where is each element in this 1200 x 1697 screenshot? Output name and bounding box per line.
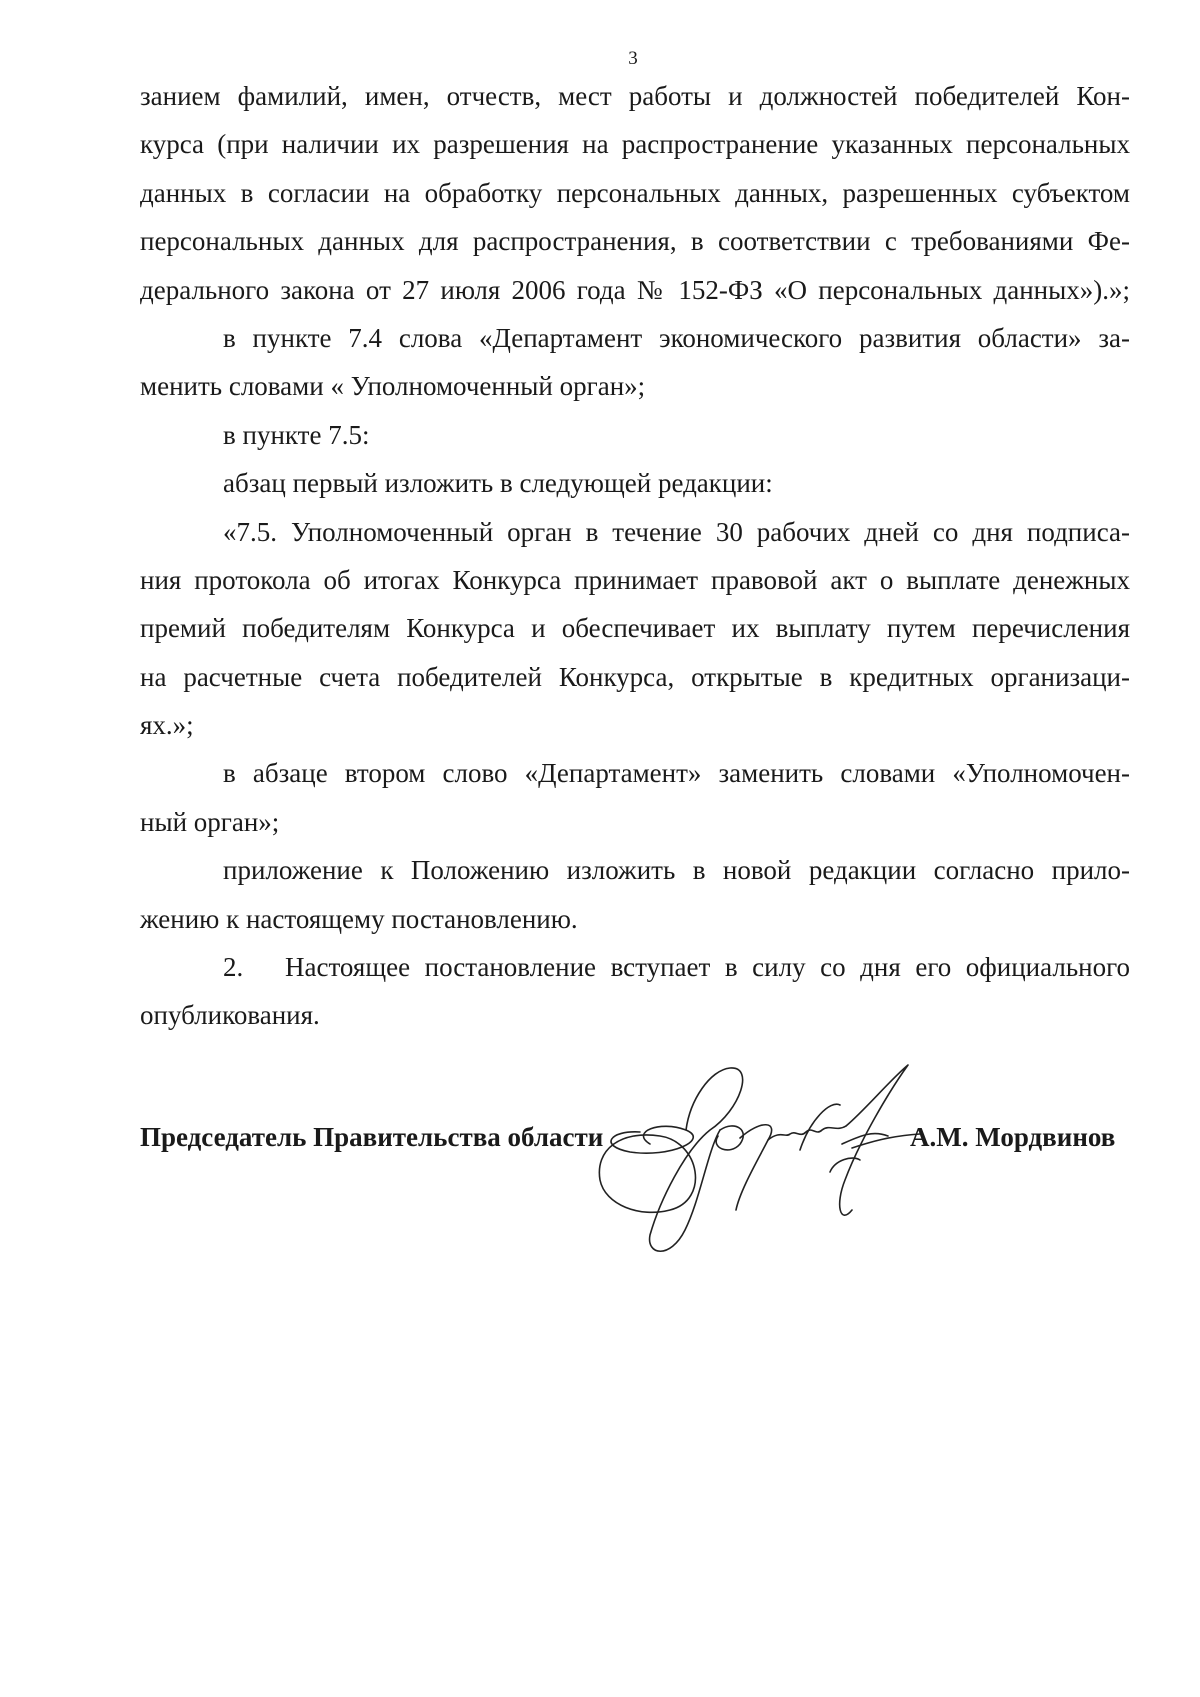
signature-block <box>140 1122 1130 1162</box>
page-number: 3 <box>628 48 638 69</box>
text-line: абзац первый изложить в следующей редакции: <box>223 468 773 499</box>
text-line: в пункте 7.5: <box>223 419 370 450</box>
text-line: на расчетные счета победителей Конкурса, открытые в кредитных организаци- <box>140 661 1130 692</box>
text-line: ях.»; <box>140 710 194 741</box>
numbered-item-2 <box>140 943 1130 991</box>
text-line: жению к настоящему постановлению. <box>140 903 578 934</box>
text-line: дерального закона от 27 июля 2006 года № 152-ФЗ «О персональных данных»).»; <box>140 274 1130 305</box>
handwritten-signature <box>590 1060 950 1270</box>
text-line: данных в согласии на обработку персональных данных, разрешенных субъектом <box>140 177 1130 208</box>
text-line: менить словами « Уполномоченный орган»; <box>140 371 646 402</box>
text-line: в пункте 7.4 слова «Департамент экономического развития области» за- <box>223 322 1130 353</box>
signatory-title: Председатель Правительства области <box>140 1122 604 1152</box>
text-line: персональных данных для распространения, в соответствии с требованиями Фе- <box>140 226 1130 257</box>
text-line: опубликования. <box>140 1000 320 1031</box>
document-body <box>140 72 1130 1040</box>
text-line: «7.5. Уполномоченный орган в течение 30 рабочих дней со дня подписа- <box>223 516 1130 547</box>
text-line: приложение к Положению изложить в новой редакции согласно прило- <box>223 855 1130 886</box>
item-text: Настоящее постановление вступает в силу со дня его официального <box>285 952 1130 983</box>
text-line: занием фамилий, имен, отчеств, мест работы и должностей победителей Кон- <box>140 81 1130 111</box>
text-line: в абзаце втором слово «Департамент» заменить словами «Уполномочен- <box>223 758 1130 789</box>
text-line: ный орган»; <box>140 806 280 837</box>
text-line: ния протокола об итогах Конкурса принимает правовой акт о выплате денежных <box>140 564 1130 595</box>
text-line: курса (при наличии их разрешения на распространение указанных персональных <box>140 129 1130 160</box>
signatory-name: А.М. Мордвинов <box>910 1122 1116 1152</box>
text-line: премий победителям Конкурса и обеспечивает их выплату путем перечисления <box>140 613 1130 644</box>
item-number: 2. <box>223 952 244 983</box>
